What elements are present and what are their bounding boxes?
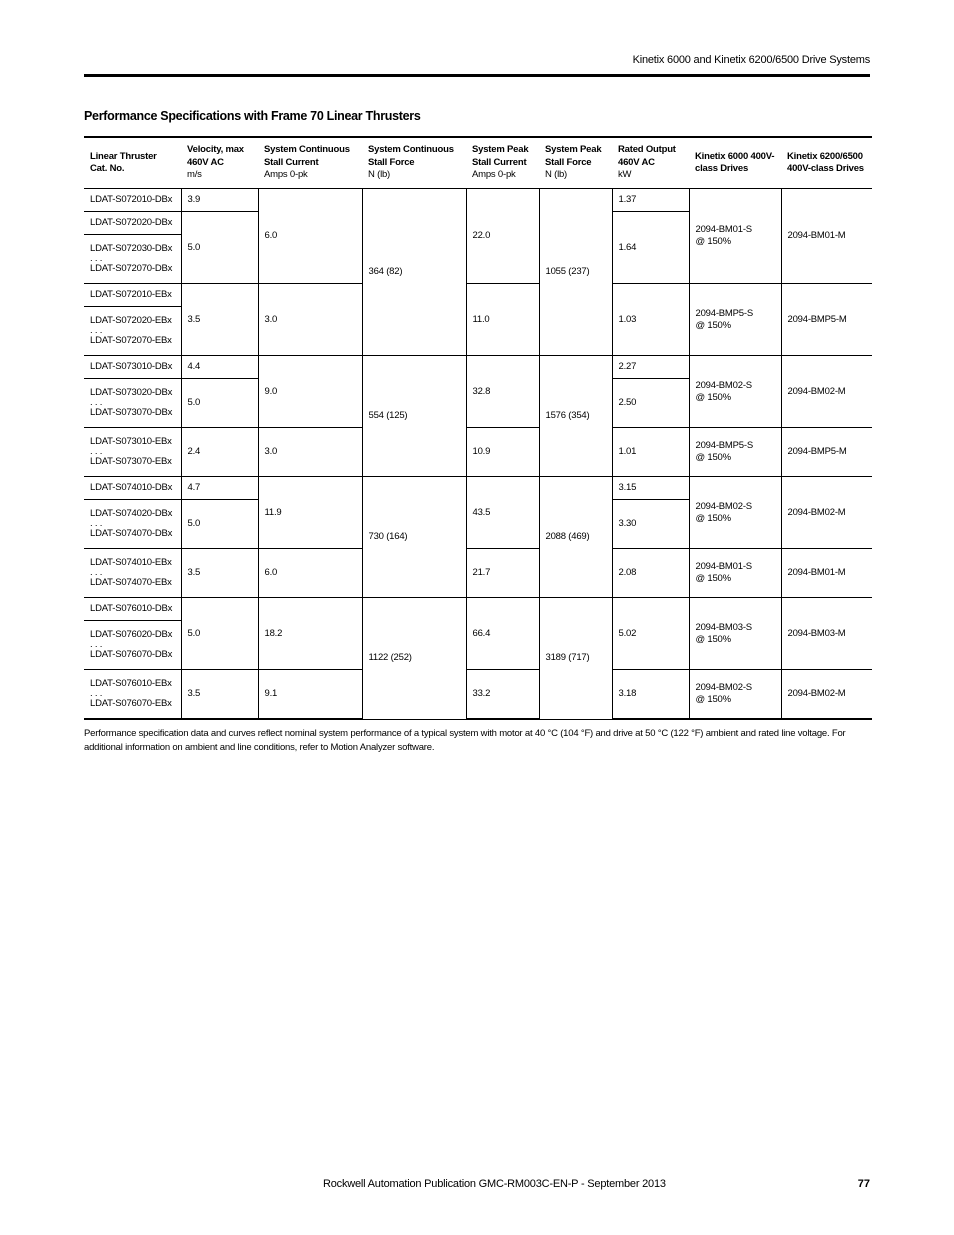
velocity-cell: 3.5 <box>181 670 258 720</box>
rated-output-cell: 5.02 <box>612 598 689 670</box>
cat-no-cell: LDAT-S074010-DBx <box>84 477 181 500</box>
kinetix-6200-cell: 2094-BM02-M <box>781 477 872 549</box>
cat-no-cell: LDAT-S072020-DBx <box>84 212 181 235</box>
rated-output-cell: 2.50 <box>612 379 689 428</box>
rated-output-cell: 1.03 <box>612 284 689 356</box>
header-rule <box>84 74 870 77</box>
cont-current-cell: 3.0 <box>258 428 362 477</box>
kinetix-6000-cell: 2094-BM01-S @ 150% <box>689 189 781 284</box>
peak-current-cell: 21.7 <box>466 549 539 598</box>
kinetix-6200-cell: 2094-BM02-M <box>781 670 872 720</box>
performance-spec-table <box>84 136 872 720</box>
kinetix-6000-cell: 2094-BM02-S @ 150% <box>689 477 781 549</box>
col-header-peak-current: System Peak Stall Current Amps 0-pk <box>466 137 539 189</box>
table-row <box>84 598 872 621</box>
kinetix-6000-cell: 2094-BM01-S @ 150% <box>689 549 781 598</box>
footer-publication: Rockwell Automation Publication GMC-RM003C-EN-P - September 2013 <box>323 1178 666 1190</box>
table-header-row <box>84 137 872 189</box>
rated-output-cell: 1.64 <box>612 212 689 284</box>
table-row <box>84 284 872 307</box>
kinetix-6000-cell: 2094-BM02-S @ 150% <box>689 356 781 428</box>
peak-force-cell: 3189 (717) <box>539 598 612 720</box>
rated-output-cell: 3.15 <box>612 477 689 500</box>
cont-force-cell: 554 (125) <box>362 356 466 477</box>
cont-current-cell: 9.1 <box>258 670 362 720</box>
velocity-cell: 5.0 <box>181 500 258 549</box>
peak-current-cell: 11.0 <box>466 284 539 356</box>
peak-current-cell: 32.8 <box>466 356 539 428</box>
kinetix-6200-cell: 2094-BMP5-M <box>781 284 872 356</box>
rated-output-cell: 3.18 <box>612 670 689 720</box>
peak-current-cell: 10.9 <box>466 428 539 477</box>
kinetix-6200-cell: 2094-BMP5-M <box>781 428 872 477</box>
table-row <box>84 477 872 500</box>
peak-current-cell: 66.4 <box>466 598 539 670</box>
kinetix-6000-cell: 2094-BMP5-S @ 150% <box>689 284 781 356</box>
col-header-rated-output: Rated Output 460V AC kW <box>612 137 689 189</box>
kinetix-6200-cell: 2094-BM03-M <box>781 598 872 670</box>
peak-current-cell: 33.2 <box>466 670 539 720</box>
table-row <box>84 189 872 212</box>
velocity-cell: 5.0 <box>181 212 258 284</box>
cont-current-cell: 6.0 <box>258 549 362 598</box>
velocity-cell: 3.5 <box>181 549 258 598</box>
kinetix-6200-cell: 2094-BM01-M <box>781 549 872 598</box>
rated-output-cell: 2.08 <box>612 549 689 598</box>
col-header-cont-force: System Continuous Stall Force N (lb) <box>362 137 466 189</box>
rated-output-cell: 1.37 <box>612 189 689 212</box>
cont-current-cell: 11.9 <box>258 477 362 549</box>
velocity-cell: 4.7 <box>181 477 258 500</box>
cont-current-cell: 3.0 <box>258 284 362 356</box>
velocity-cell: 5.0 <box>181 598 258 670</box>
kinetix-6000-cell: 2094-BM03-S @ 150% <box>689 598 781 670</box>
cont-force-cell: 1122 (252) <box>362 598 466 720</box>
cat-no-cell: LDAT-S076020-DBx . . . LDAT-S076070-DBx <box>84 621 181 670</box>
cat-no-cell: LDAT-S073020-DBx . . . LDAT-S073070-DBx <box>84 379 181 428</box>
cont-current-cell: 6.0 <box>258 189 362 284</box>
cat-no-cell: LDAT-S072020-EBx . . . LDAT-S072070-EBx <box>84 307 181 356</box>
col-header-peak-force: System Peak Stall Force N (lb) <box>539 137 612 189</box>
velocity-cell: 2.4 <box>181 428 258 477</box>
rated-output-cell: 3.30 <box>612 500 689 549</box>
cat-no-cell: LDAT-S073010-DBx <box>84 356 181 379</box>
table-row <box>84 356 872 379</box>
table-row <box>84 670 872 720</box>
cont-current-cell: 9.0 <box>258 356 362 428</box>
table-row <box>84 549 872 598</box>
col-header-cat-no: Linear Thruster Cat. No. <box>84 137 181 189</box>
velocity-cell: 3.5 <box>181 284 258 356</box>
velocity-cell: 5.0 <box>181 379 258 428</box>
col-header-cont-current: System Continuous Stall Current Amps 0-pk <box>258 137 362 189</box>
rated-output-cell: 1.01 <box>612 428 689 477</box>
cat-no-cell: LDAT-S073010-EBx . . . LDAT-S073070-EBx <box>84 428 181 477</box>
cat-no-cell: LDAT-S074010-EBx . . . LDAT-S074070-EBx <box>84 549 181 598</box>
kinetix-6200-cell: 2094-BM01-M <box>781 189 872 284</box>
cat-no-cell: LDAT-S076010-DBx <box>84 598 181 621</box>
cont-current-cell: 18.2 <box>258 598 362 670</box>
kinetix-6000-cell: 2094-BM02-S @ 150% <box>689 670 781 720</box>
cat-no-cell: LDAT-S074020-DBx . . . LDAT-S074070-DBx <box>84 500 181 549</box>
cat-no-cell: LDAT-S072010-EBx <box>84 284 181 307</box>
rated-output-cell: 2.27 <box>612 356 689 379</box>
kinetix-6200-cell: 2094-BM02-M <box>781 356 872 428</box>
cat-no-cell: LDAT-S076010-EBx . . . LDAT-S076070-EBx <box>84 670 181 720</box>
peak-force-cell: 1055 (237) <box>539 189 612 356</box>
velocity-cell: 4.4 <box>181 356 258 379</box>
running-header: Kinetix 6000 and Kinetix 6200/6500 Drive Systems <box>632 54 870 66</box>
footnote: Performance specification data and curves reflect nominal system performance of a typical system with motor at 40 °C (104 °F) and drive at 50 °C (122 °F) ambient and rated line voltage. For additional information on ambient and line conditions, refer to Motion Analyzer software. <box>84 728 846 753</box>
peak-current-cell: 43.5 <box>466 477 539 549</box>
peak-current-cell: 22.0 <box>466 189 539 284</box>
section-title: Performance Specifications with Frame 70 Linear Thrusters <box>84 109 421 123</box>
cont-force-cell: 364 (82) <box>362 189 466 356</box>
velocity-cell: 3.9 <box>181 189 258 212</box>
kinetix-6000-cell: 2094-BMP5-S @ 150% <box>689 428 781 477</box>
page-number: 77 <box>857 1178 870 1190</box>
col-header-kinetix-6200: Kinetix 6200/6500 400V-class Drives <box>781 137 872 189</box>
cat-no-cell: LDAT-S072010-DBx <box>84 189 181 212</box>
col-header-kinetix-6000: Kinetix 6000 400V-class Drives <box>689 137 781 189</box>
col-header-velocity: Velocity, max 460V AC m/s <box>181 137 258 189</box>
cont-force-cell: 730 (164) <box>362 477 466 598</box>
cat-no-cell: LDAT-S072030-DBx . . . LDAT-S072070-DBx <box>84 235 181 284</box>
peak-force-cell: 1576 (354) <box>539 356 612 477</box>
table-row <box>84 428 872 477</box>
peak-force-cell: 2088 (469) <box>539 477 612 598</box>
